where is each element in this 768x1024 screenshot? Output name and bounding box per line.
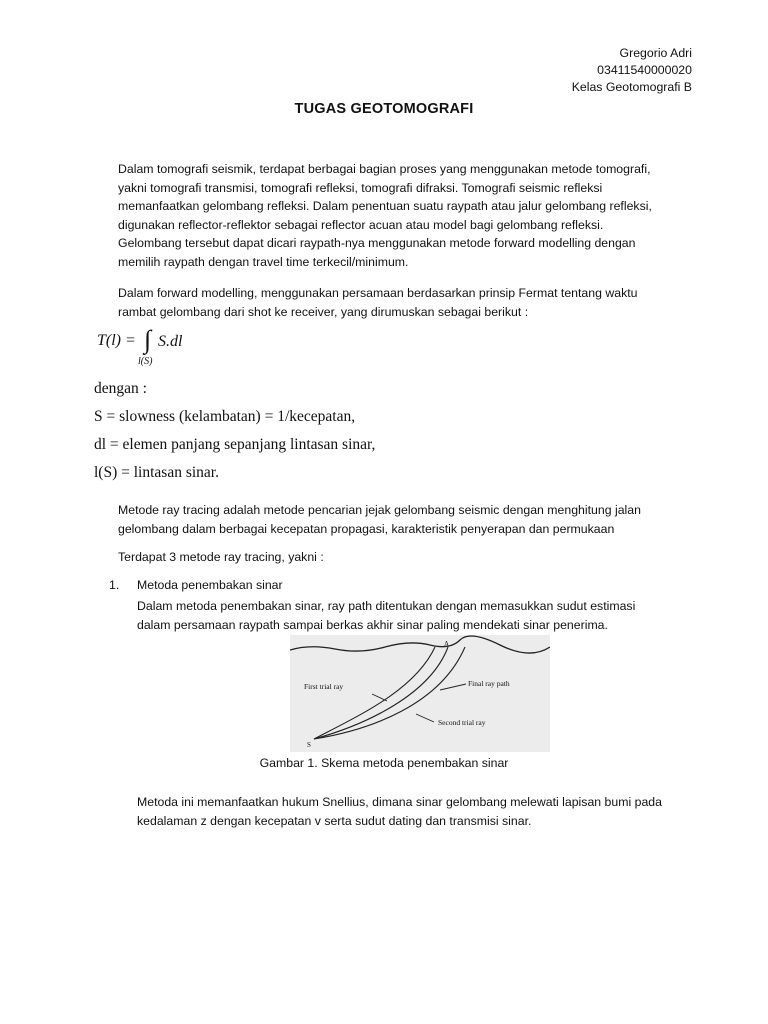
author-name: Gregorio Adri	[619, 46, 692, 60]
label-second-trial-ray: Second trial ray	[438, 718, 486, 727]
ray-diagram	[290, 635, 550, 752]
ray-tracing-paragraph: Metode ray tracing adalah metode pencarian jejak gelombang seismic dengan menghitung jalan gelombang dalam berbagai kecepatan propagasi, karakteristik penyerapan dan permukaan	[118, 503, 641, 536]
definition-line: dengan :	[94, 380, 147, 397]
label-first-trial-ray: First trial ray	[304, 682, 344, 691]
definition-line: dl = elemen panjang sepanjang lintasan sinar,	[94, 436, 376, 453]
integral-subscript: l(S)	[138, 356, 153, 367]
forward-modelling-paragraph: Dalam forward modelling, menggunakan persamaan berdasarkan prinsip Fermat tentang waktu rambat gelombang dari shot ke receiver, yang dirumuskan sebagai berikut :	[118, 286, 638, 319]
definitions-block	[94, 375, 375, 487]
label-receiver: A	[444, 640, 450, 648]
ray-shooting-figure	[290, 635, 550, 752]
author-header	[572, 45, 692, 96]
methods-intro: Terdapat 3 metode ray tracing, yakni :	[118, 550, 324, 564]
intro-paragraph: Dalam tomografi seismik, terdapat berbagai bagian proses yang menggunakan metode tomografi, yakni tomografi transmisi, tomografi refleksi, tomografi difraksi. Tomografi seismic refleksi memanfaatkan gelombang refleksi. Dalam penentuan suatu raypath atau jalur gelombang refleksi, digunakan reflector-reflektor sebagai reflector acuan atau model bagi gelombang refleksi. Gelombang tersebut dapat dicari raypath-nya menggunakan metode forward modelling dengan memilih raypath dengan travel time terkecil/minimum.	[118, 162, 652, 269]
definition-line: S = slowness (kelambatan) = 1/kecepatan,	[94, 408, 356, 425]
formula-integrand: S.dl	[158, 333, 183, 350]
figure-caption: Gambar 1. Skema metoda penembakan sinar	[259, 756, 509, 770]
formula-lhs: T(l) =	[97, 332, 136, 349]
label-source: S	[307, 741, 311, 749]
label-final-ray-path: Final ray path	[468, 679, 510, 688]
fermat-formula	[94, 325, 254, 374]
snellius-paragraph: Metoda ini memanfaatkan hukum Snellius, dimana sinar gelombang melewati lapisan bumi pada kedalaman z dengan kecepatan v serta sudut dating dan transmisi sinar.	[137, 795, 662, 828]
definition-line: l(S) = lintasan sinar.	[94, 464, 219, 481]
list-item-body: Dalam metoda penembakan sinar, ray path ditentukan dengan memasukkan sudut estimasi dalam persamaan raypath sampai berkas akhir sinar paling mendekati sinar penerima.	[137, 599, 636, 632]
list-number: 1.	[109, 578, 120, 592]
page-title: TUGAS GEOTOMOGRAFI	[294, 101, 474, 117]
list-item-title: Metoda penembakan sinar	[137, 578, 283, 592]
integral-sign: ∫	[144, 325, 152, 354]
class-name: Kelas Geotomografi B	[571, 80, 692, 94]
student-id: 03411540000020	[597, 63, 692, 77]
